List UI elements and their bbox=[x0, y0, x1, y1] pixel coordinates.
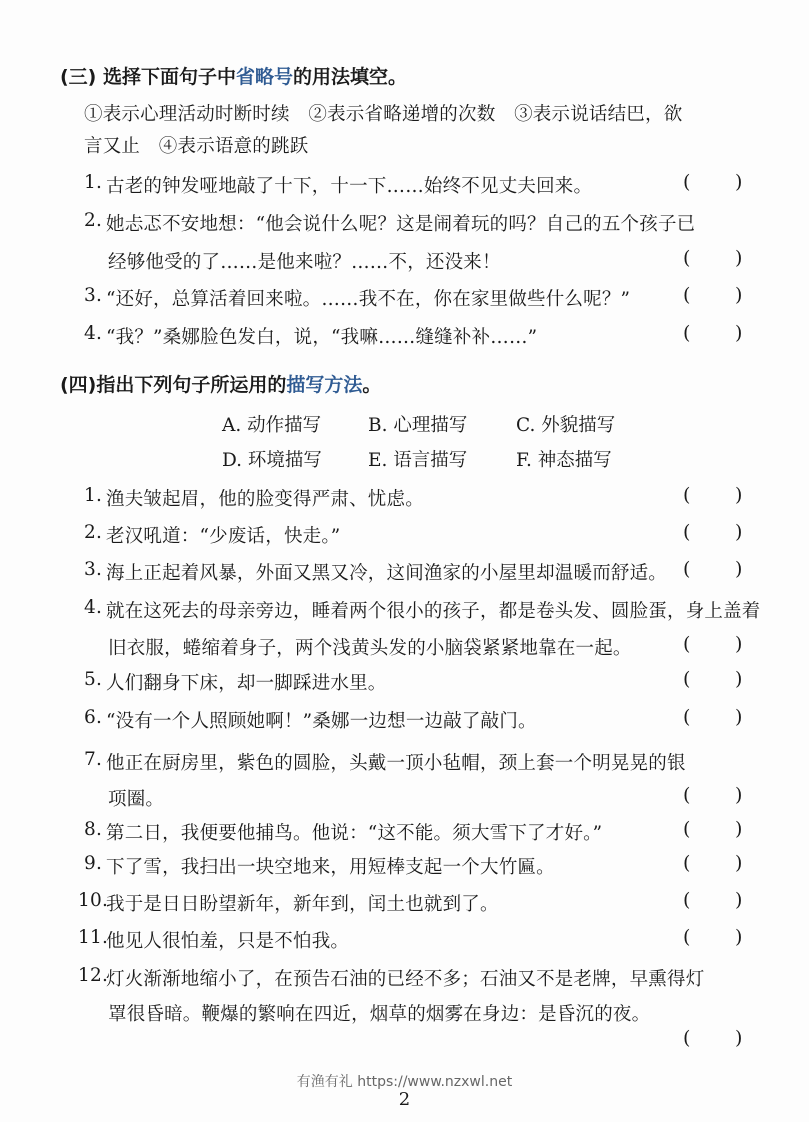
paren-open: ( bbox=[683, 558, 691, 580]
item-number: 12. bbox=[78, 965, 109, 986]
item-number: 1. bbox=[84, 172, 103, 193]
item-text: 渔夫皱起眉，他的脸变得严肃、忧虑。 bbox=[106, 489, 424, 510]
item-text: 第二日，我便要他捕鸟。他说：“这不能。须大雪下了才好。” bbox=[106, 823, 603, 844]
paren-close: ) bbox=[735, 852, 743, 874]
item-text: 他见人很怕羞，只是不怕我。 bbox=[106, 931, 350, 952]
option-b: B. 心理描写 bbox=[368, 415, 468, 436]
paren-open: ( bbox=[683, 889, 691, 911]
section3-options-line1: ①表示心理活动时断时续 ②表示省略递增的次数 ③表示说话结巴，欲 bbox=[84, 104, 683, 125]
highlight-term: 省略号 bbox=[235, 66, 293, 88]
item-number: 10. bbox=[78, 890, 109, 911]
paren-close: ) bbox=[735, 784, 743, 806]
page-number: 2 bbox=[398, 1089, 411, 1110]
paren-close: ) bbox=[735, 1027, 743, 1049]
item-number: 5. bbox=[84, 669, 103, 690]
paren-open: ( bbox=[683, 818, 691, 840]
section3-heading: (三) 选择下面句子中省略号的用法填空。 bbox=[60, 66, 408, 88]
item-number: 1. bbox=[84, 485, 103, 506]
item-number: 3. bbox=[84, 285, 103, 306]
item-text: 经够他受的了……是他来啦？……不，还没来！ bbox=[108, 252, 501, 273]
paren-open: ( bbox=[683, 484, 691, 506]
paren-open: ( bbox=[683, 521, 691, 543]
paren-close: ) bbox=[735, 818, 743, 840]
paren-open: ( bbox=[683, 784, 691, 806]
item-text: 就在这死去的母亲旁边，睡着两个很小的孩子，都是卷头发、圆脸蛋，身上盖着 bbox=[106, 601, 761, 622]
paren-open: ( bbox=[683, 926, 691, 948]
option-e: E. 语言描写 bbox=[368, 450, 468, 471]
item-text: 我于是日日盼望新年，新年到，闰土也就到了。 bbox=[106, 894, 499, 915]
item-text: 古老的钟发哑地敲了十下，十一下……始终不见丈夫回来。 bbox=[106, 176, 593, 197]
item-text: 下了雪，我扫出一块空地来，用短棒支起一个大竹匾。 bbox=[106, 857, 555, 878]
footer-site: 有渔有礼 https://www.nzxwl.net bbox=[296, 1074, 513, 1090]
paren-close: ) bbox=[735, 521, 743, 543]
option-d: D. 环境描写 bbox=[222, 450, 322, 471]
item-text: 人们翻身下床，却一脚踩进水里。 bbox=[106, 673, 387, 694]
paren-open: ( bbox=[683, 852, 691, 874]
item-number: 4. bbox=[84, 597, 103, 618]
item-number: 2. bbox=[84, 522, 103, 543]
paren-close: ) bbox=[735, 633, 743, 655]
option-a: A. 动作描写 bbox=[222, 415, 322, 436]
paren-open: ( bbox=[683, 284, 691, 306]
item-number: 9. bbox=[84, 853, 103, 874]
paren-close: ) bbox=[735, 706, 743, 728]
paren-open: ( bbox=[683, 706, 691, 728]
paren-close: ) bbox=[735, 558, 743, 580]
item-text: 他正在厨房里，紫色的圆脸，头戴一顶小毡帽，颈上套一个明晃晃的银 bbox=[106, 753, 686, 774]
paren-open: ( bbox=[683, 668, 691, 690]
paren-close: ) bbox=[735, 322, 743, 344]
item-number: 4. bbox=[84, 323, 103, 344]
item-text: 海上正起着风暴，外面又黑又冷，这间渔家的小屋里却温暖而舒适。 bbox=[106, 563, 668, 584]
paren-close: ) bbox=[735, 247, 743, 269]
item-number: 8. bbox=[84, 819, 103, 840]
item-text: “没有一个人照顾她啊！”桑娜一边想一边敲了敲门。 bbox=[106, 711, 537, 732]
paren-close: ) bbox=[735, 484, 743, 506]
item-text: 罩很昏暗。鞭爆的繁响在四近，烟草的烟雾在身边：是昏沉的夜。 bbox=[108, 1004, 651, 1025]
paren-open: ( bbox=[683, 247, 691, 269]
option-f: F. 神态描写 bbox=[516, 450, 612, 471]
paren-close: ) bbox=[735, 171, 743, 193]
paren-close: ) bbox=[735, 668, 743, 690]
item-text: 项圈。 bbox=[108, 789, 165, 810]
paren-open: ( bbox=[683, 633, 691, 655]
item-text: 她忐忑不安地想：“他会说什么呢？这是闹着玩的吗？自己的五个孩子已 bbox=[106, 214, 696, 235]
item-number: 7. bbox=[84, 749, 103, 770]
item-number: 11. bbox=[78, 927, 109, 948]
item-text: 老汉吼道：“少废话，快走。” bbox=[106, 526, 341, 547]
paren-open: ( bbox=[683, 171, 691, 193]
paren-open: ( bbox=[683, 1027, 691, 1049]
paren-close: ) bbox=[735, 889, 743, 911]
option-c: C. 外貌描写 bbox=[516, 415, 616, 436]
paren-open: ( bbox=[683, 322, 691, 344]
item-text: 旧衣服，蜷缩着身子，两个浅黄头发的小脑袋紧紧地靠在一起。 bbox=[108, 638, 632, 659]
item-text: “我？”桑娜脸色发白，说，“我嘛……缝缝补补……” bbox=[106, 327, 538, 348]
section3-options-line2: 言又止 ④表示语意的跳跃 bbox=[84, 136, 309, 157]
highlight-term: 描写方法 bbox=[286, 374, 363, 396]
item-number: 3. bbox=[84, 559, 103, 580]
item-number: 6. bbox=[84, 707, 103, 728]
item-number: 2. bbox=[84, 210, 103, 231]
section4-heading: (四)指出下列句子所运用的描写方法。 bbox=[60, 374, 382, 396]
item-text: “还好，总算活着回来啦。……我不在，你在家里做些什么呢？” bbox=[106, 289, 631, 310]
item-text: 灯火渐渐地缩小了，在预告石油的已经不多；石油又不是老牌，早熏得灯 bbox=[106, 969, 705, 990]
paren-close: ) bbox=[735, 284, 743, 306]
paren-close: ) bbox=[735, 926, 743, 948]
